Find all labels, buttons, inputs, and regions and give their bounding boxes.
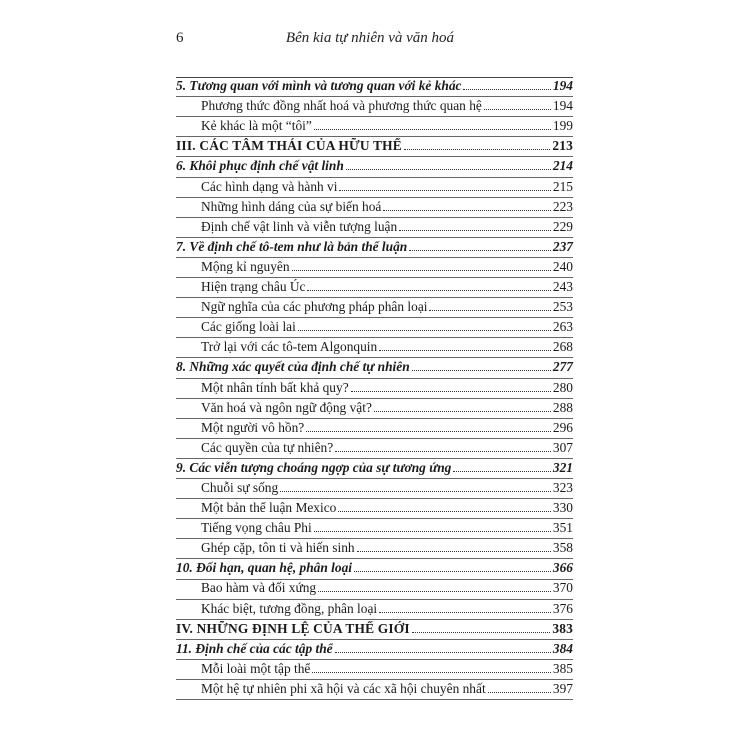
toc-entry-title: 11. Định chế của các tập thể: [176, 640, 333, 656]
toc-entry-page: 321: [552, 459, 573, 475]
row-divider: [176, 558, 573, 559]
toc-entry-title: 10. Đối hạn, quan hệ, phân loại: [176, 560, 352, 576]
toc-entry-page: 383: [552, 620, 573, 636]
dot-leader: [312, 672, 551, 673]
toc-entry-title: 9. Các viễn tượng choáng ngợp của sự tương ứng: [176, 459, 452, 475]
dot-leader: [335, 451, 551, 452]
row-divider: [176, 639, 573, 640]
dot-leader: [379, 350, 551, 351]
row-divider: [176, 679, 573, 680]
toc-entry-page: 397: [552, 680, 573, 696]
row-divider: [176, 96, 573, 97]
toc-entry-title: Ghép cặp, tôn ti và hiến sinh: [201, 540, 355, 556]
dot-leader: [314, 531, 551, 532]
dot-leader: [335, 652, 551, 653]
toc-entry-title: Văn hoá và ngôn ngữ động vật?: [201, 399, 372, 415]
toc-entry-title: Khác biệt, tương đồng, phân loại: [201, 600, 378, 616]
dot-leader: [379, 612, 551, 613]
toc-entry-title: Một bản thể luận Mexico: [201, 500, 337, 516]
row-divider: [176, 177, 573, 178]
row-divider: [176, 478, 573, 479]
toc-entry-page: 288: [552, 399, 573, 415]
row-divider: [176, 518, 573, 519]
dot-leader: [374, 411, 551, 412]
toc-entry-page: 194: [552, 98, 573, 114]
dot-leader: [292, 270, 551, 271]
dot-leader: [399, 230, 551, 231]
dot-leader: [318, 591, 551, 592]
page-number: 6: [176, 30, 184, 46]
row-divider: [176, 458, 573, 459]
toc-entry-page: 351: [552, 520, 573, 536]
toc-entry-page: 213: [552, 138, 573, 154]
table-of-contents: [176, 74, 573, 697]
row-divider: [176, 579, 573, 580]
toc-entry-title: Bao hàm và đối xứng: [201, 580, 317, 596]
page-header: [176, 30, 574, 54]
running-title: Bên kia tự nhiên và văn hoá: [285, 30, 455, 46]
toc-entry-title: 6. Khôi phục định chế vật linh: [176, 158, 344, 174]
row-divider: [176, 136, 573, 137]
toc-entry-page: 370: [552, 580, 573, 596]
toc-entry-page: 194: [552, 78, 573, 94]
row-divider: [176, 418, 573, 419]
toc-entry-title: Các hình dạng và hành vi: [201, 178, 338, 194]
dot-leader: [339, 190, 550, 191]
row-divider: [176, 297, 573, 298]
toc-entry-page: 366: [552, 560, 573, 576]
toc-entry-title: Trở lại với các tô-tem Algonquin: [201, 339, 378, 355]
toc-entry-page: 296: [552, 419, 573, 435]
row-divider: [176, 498, 573, 499]
toc-entry-page: 263: [552, 319, 573, 335]
row-divider: [176, 317, 573, 318]
toc-entry-page: 280: [552, 379, 573, 395]
row-divider: [176, 217, 573, 218]
dot-leader: [314, 129, 551, 130]
row-divider: [176, 398, 573, 399]
dot-leader: [453, 471, 551, 472]
toc-entry-page: 323: [552, 479, 573, 495]
dot-leader: [351, 391, 551, 392]
toc-entry-title: III. CÁC TÂM THÁI CỦA HỮU THỂ: [176, 138, 402, 154]
row-divider: [176, 156, 573, 157]
toc-entry-page: 384: [552, 640, 573, 656]
dot-leader: [463, 89, 550, 90]
dot-leader: [429, 310, 550, 311]
toc-entry-page: 385: [552, 660, 573, 676]
toc-entry-title: Hiện trạng châu Úc: [201, 279, 306, 295]
toc-entry-title: 5. Tương quan với mình và tương quan với kẻ khác: [176, 78, 462, 94]
toc-entry-title: Định chế vật linh và viễn tượng luận: [201, 218, 398, 234]
toc-entry-title: Ngữ nghĩa của các phương pháp phân loại: [201, 299, 428, 315]
toc-entry-title: Một hệ tự nhiên phi xã hội và các xã hội chuyên nhất: [201, 680, 486, 696]
toc-entry-title: 7. Về định chế tô-tem như là bản thể luận: [176, 238, 408, 254]
toc-entry-page: 358: [552, 540, 573, 556]
toc-entry-title: Kẻ khác là một “tôi”: [201, 118, 312, 134]
toc-entry-page: 243: [552, 279, 573, 295]
dot-leader: [280, 491, 551, 492]
toc-entry-page: 307: [552, 439, 573, 455]
toc-entry-page: 223: [552, 198, 573, 214]
dot-leader: [409, 250, 551, 251]
toc-entry-title: Một nhân tính bất khả quy?: [201, 379, 349, 395]
toc-entry-page: 214: [552, 158, 573, 174]
dot-leader: [306, 431, 551, 432]
toc-entry-title: Một người vô hồn?: [201, 419, 305, 435]
toc-entry-title: Chuỗi sự sống: [201, 479, 279, 495]
toc-entry-title: IV. NHỮNG ĐỊNH LỆ CỦA THẾ GIỚI: [176, 620, 410, 636]
row-divider: [176, 337, 573, 338]
row-divider: [176, 599, 573, 600]
toc-entry-page: 229: [552, 218, 573, 234]
dot-leader: [488, 692, 551, 693]
dot-leader: [354, 571, 551, 572]
row-divider: [176, 277, 573, 278]
row-divider: [176, 699, 573, 700]
dot-leader: [307, 290, 550, 291]
toc-entry-title: Các quyền của tự nhiên?: [201, 439, 334, 455]
dot-leader: [404, 149, 550, 150]
toc-entry-title: Những hình dáng của sự biến hoá: [201, 198, 382, 214]
toc-entry-page: 268: [552, 339, 573, 355]
toc-entry-page: 253: [552, 299, 573, 315]
toc-entry-page: 277: [552, 359, 573, 375]
toc-entry-page: 215: [552, 178, 573, 194]
row-divider: [176, 257, 573, 258]
toc-entry-title: Mộng kỉ nguyên: [201, 258, 290, 274]
toc-entry-page: 376: [552, 600, 573, 616]
dot-leader: [412, 370, 551, 371]
row-divider: [176, 619, 573, 620]
dot-leader: [484, 109, 551, 110]
toc-entry-page: 199: [552, 118, 573, 134]
row-divider: [176, 197, 573, 198]
toc-entry-title: Các giống loài lai: [201, 319, 296, 335]
toc-entry-page: 240: [552, 258, 573, 274]
toc-entry-title: Phương thức đồng nhất hoá và phương thức quan hệ: [201, 98, 482, 114]
row-divider: [176, 438, 573, 439]
row-divider: [176, 116, 573, 117]
toc-entry-title: Mỗi loài một tập thể: [201, 660, 311, 676]
row-divider: [176, 659, 573, 660]
toc-entry-page: 330: [552, 500, 573, 516]
dot-leader: [357, 551, 551, 552]
toc-entry-title: Tiếng vọng châu Phi: [201, 520, 312, 536]
dot-leader: [338, 511, 551, 512]
toc-entry-item: [176, 94, 573, 114]
row-divider: [176, 538, 573, 539]
dot-leader: [412, 632, 551, 633]
toc-entry-item: [176, 114, 573, 134]
dot-leader: [346, 169, 551, 170]
toc-entry-title: 8. Những xác quyết của định chế tự nhiên: [176, 359, 410, 375]
row-divider: [176, 378, 573, 379]
toc-entry-subsection: [176, 74, 573, 94]
row-divider: [176, 357, 573, 358]
dot-leader: [298, 330, 551, 331]
row-divider: [176, 237, 573, 238]
dot-leader: [383, 210, 551, 211]
toc-entry-page: 237: [552, 238, 573, 254]
